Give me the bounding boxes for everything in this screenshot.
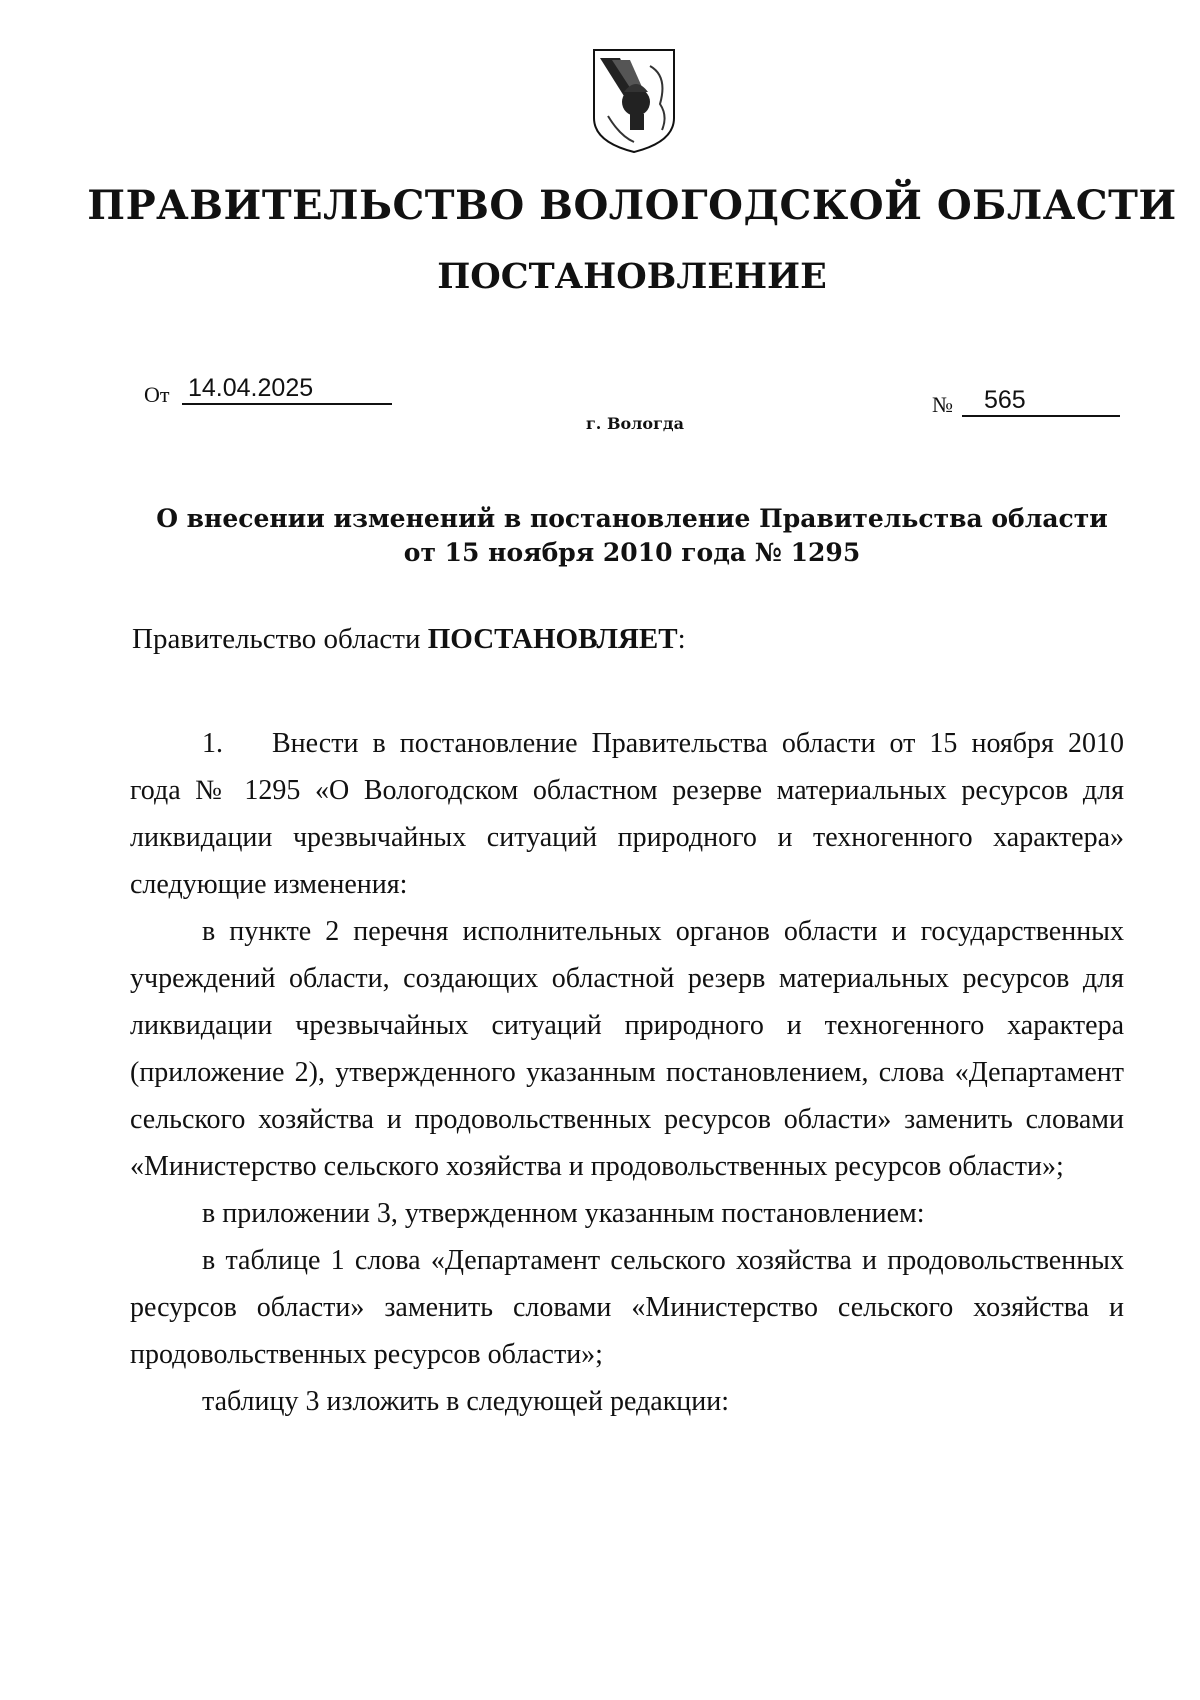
title-line-2: от 15 ноября 2010 года № 1295 (403, 538, 861, 567)
item-1-text: Внести в постановление Правительства области от 15 ноября 2010 года № 1295 «О Вологодском областном резерве материальных ресурсов для ликвидации чрезвычайных ситуаций природного и техногенного характера» следующие изменения: (130, 728, 1124, 900)
item-1-paragraph (130, 720, 1124, 908)
decree-prefix: Правительство области (132, 623, 421, 655)
decree-suffix: : (677, 623, 686, 655)
decree-verb: ПОСТАНОВЛЯЕТ (427, 623, 678, 655)
title-line-1: О внесении изменений в постановление Правительства области (156, 504, 1108, 533)
item-1-number: 1. (202, 728, 223, 759)
date-label: От (144, 382, 170, 407)
number-field (962, 385, 1120, 417)
date-field (182, 373, 392, 405)
document-type-heading: ПОСТАНОВЛЕНИЕ (437, 256, 827, 297)
document-title (130, 502, 1134, 570)
city-label: г. Вологда (586, 414, 684, 433)
paragraph-2: в пункте 2 перечня исполнительных органов области и государственных учреждений области, создающих областной резерв материальных ресурсов для ликвидации чрезвычайных ситуаций природного и техногенного характера (приложение 2), утвержденного указанным постановлением, слова «Департамент сельского хозяйства и продовольственных ресурсов области» заменить словами «Министерство сельского хозяйства и продовольственных ресурсов области»; (130, 916, 1124, 1182)
paragraph-4: в таблице 1 слова «Департамент сельского хозяйства и продовольственных ресурсов области» заменить словами «Министерство сельского хозяйства и продовольственных ресурсов области»; (130, 1245, 1124, 1370)
decree-statement (132, 623, 686, 656)
coat-of-arms-icon (590, 46, 678, 156)
document-body (130, 720, 1124, 1425)
paragraph-5: таблицу 3 изложить в следующей редакции: (202, 1386, 730, 1417)
paragraph-3: в приложении 3, утвержденном указанным постановлением: (202, 1198, 925, 1229)
number-value: 565 (984, 386, 1026, 414)
number-label: № (932, 392, 953, 417)
date-value: 14.04.2025 (188, 374, 314, 402)
organization-heading: ПРАВИТЕЛЬСТВО ВОЛОГОДСКОЙ ОБЛАСТИ (87, 182, 1177, 229)
